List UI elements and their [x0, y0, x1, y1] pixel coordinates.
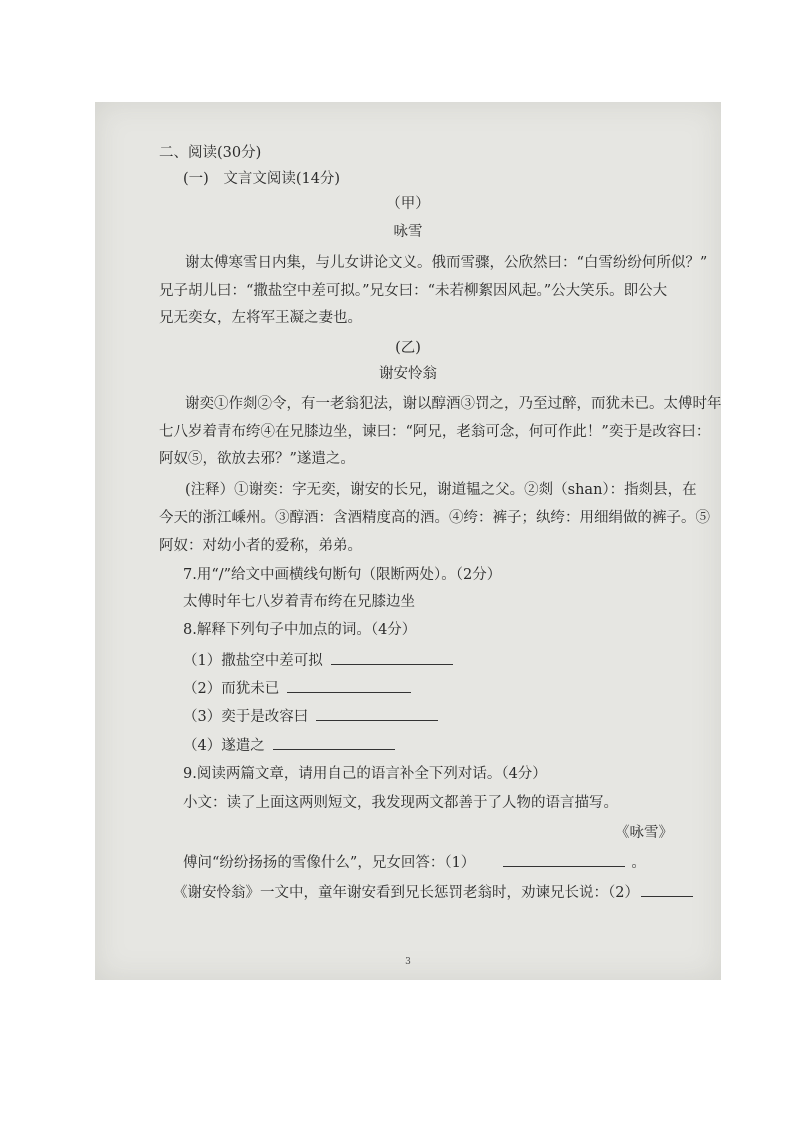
- q9-line: 《咏雪》: [615, 825, 673, 841]
- answer-blank[interactable]: [316, 706, 438, 721]
- notes-line: 今天的浙江嵊州。③醇酒：含酒精度高的酒。④绔：裤子；纨绔：用细绢做的裤子。⑤: [159, 510, 710, 526]
- answer-blank[interactable]: [287, 678, 411, 693]
- q8-item: [183, 735, 395, 755]
- q9-line-text: 《谢安怜翁》一文中，童年谢安看到兄长惩罚老翁时，劝谏兄长说：（2）: [173, 885, 639, 901]
- answer-blank[interactable]: [273, 735, 395, 750]
- q9-line: 小文：读了上面这两则短文，我发现两文都善于了人物的语言描写。: [183, 795, 618, 811]
- text-b-line: 谢奕①作剡②令，有一老翁犯法，谢以醇酒③罚之，乃至过醉，而犹未已。太傅时年: [185, 396, 722, 412]
- q8-prompt: 8.解释下列句子中加点的词。（4分）: [183, 622, 417, 638]
- q8-item: [183, 650, 453, 670]
- page-number: 3: [405, 957, 411, 967]
- text-a-line: 谢太傅寒雪日内集，与儿女讲论文义。俄而雪骤，公欣然曰：“白雪纷纷何所似？”: [185, 255, 708, 271]
- text-a-label: （甲）: [386, 196, 430, 212]
- answer-blank[interactable]: [331, 650, 453, 665]
- text-b-line: 七八岁着青布绔④在兄膝边坐，谏曰：“阿兄，老翁可念，何可作此！”奕于是改容曰：: [159, 424, 711, 440]
- q8-item-text: （3）奕于是改容曰: [183, 709, 309, 725]
- answer-blank[interactable]: [641, 882, 693, 897]
- q9-line: [183, 852, 646, 872]
- text-a-line: 兄无奕女，左将军王凝之妻也。: [159, 310, 362, 326]
- section-heading: 二、阅读(30分): [159, 145, 262, 161]
- text-b-line: 阿奴⑤，欲放去邪？”遂遣之。: [159, 451, 355, 467]
- q8-item-text: （1）撒盐空中差可拟: [183, 653, 323, 669]
- answer-blank[interactable]: [503, 852, 625, 867]
- q9-prompt: 9.阅读两篇文章，请用自己的语言补全下列对话。（4分）: [183, 766, 547, 782]
- text-b-title: 谢安怜翁: [379, 366, 437, 382]
- q9-line-end: 。: [631, 855, 646, 871]
- text-a-title: 咏雪: [393, 224, 423, 240]
- text-b-label: (乙): [395, 340, 421, 356]
- q8-item: [183, 706, 438, 726]
- text-a-line: 兄子胡儿曰：“撒盐空中差可拟。”兄女曰：“未若柳絮因风起。”公大笑乐。即公大: [159, 283, 668, 299]
- q9-line: [173, 882, 693, 902]
- q8-item: [183, 678, 411, 698]
- q7-prompt: 7.用“/”给文中画横线句断句（限断两处）。（2分）: [183, 567, 502, 583]
- notes-line: (注释）①谢奕：字无奕，谢安的长兄，谢道韫之父。②剡（shan）：指剡县，在: [185, 482, 697, 498]
- section-subheading: (一) 文言文阅读(14分): [183, 171, 341, 187]
- q8-item-text: （2）而犹未已: [183, 681, 280, 697]
- notes-line: 阿奴：对幼小者的爱称，弟弟。: [159, 538, 362, 554]
- q7-sentence: 太傅时年七八岁着青布绔在兄膝边坐: [183, 594, 415, 610]
- q9-line-text: 傅问“纷纷扬扬的雪像什么”，兄女回答：（1）: [183, 855, 476, 871]
- exam-page: [95, 102, 721, 980]
- q8-item-text: （4）遂遣之: [183, 738, 265, 754]
